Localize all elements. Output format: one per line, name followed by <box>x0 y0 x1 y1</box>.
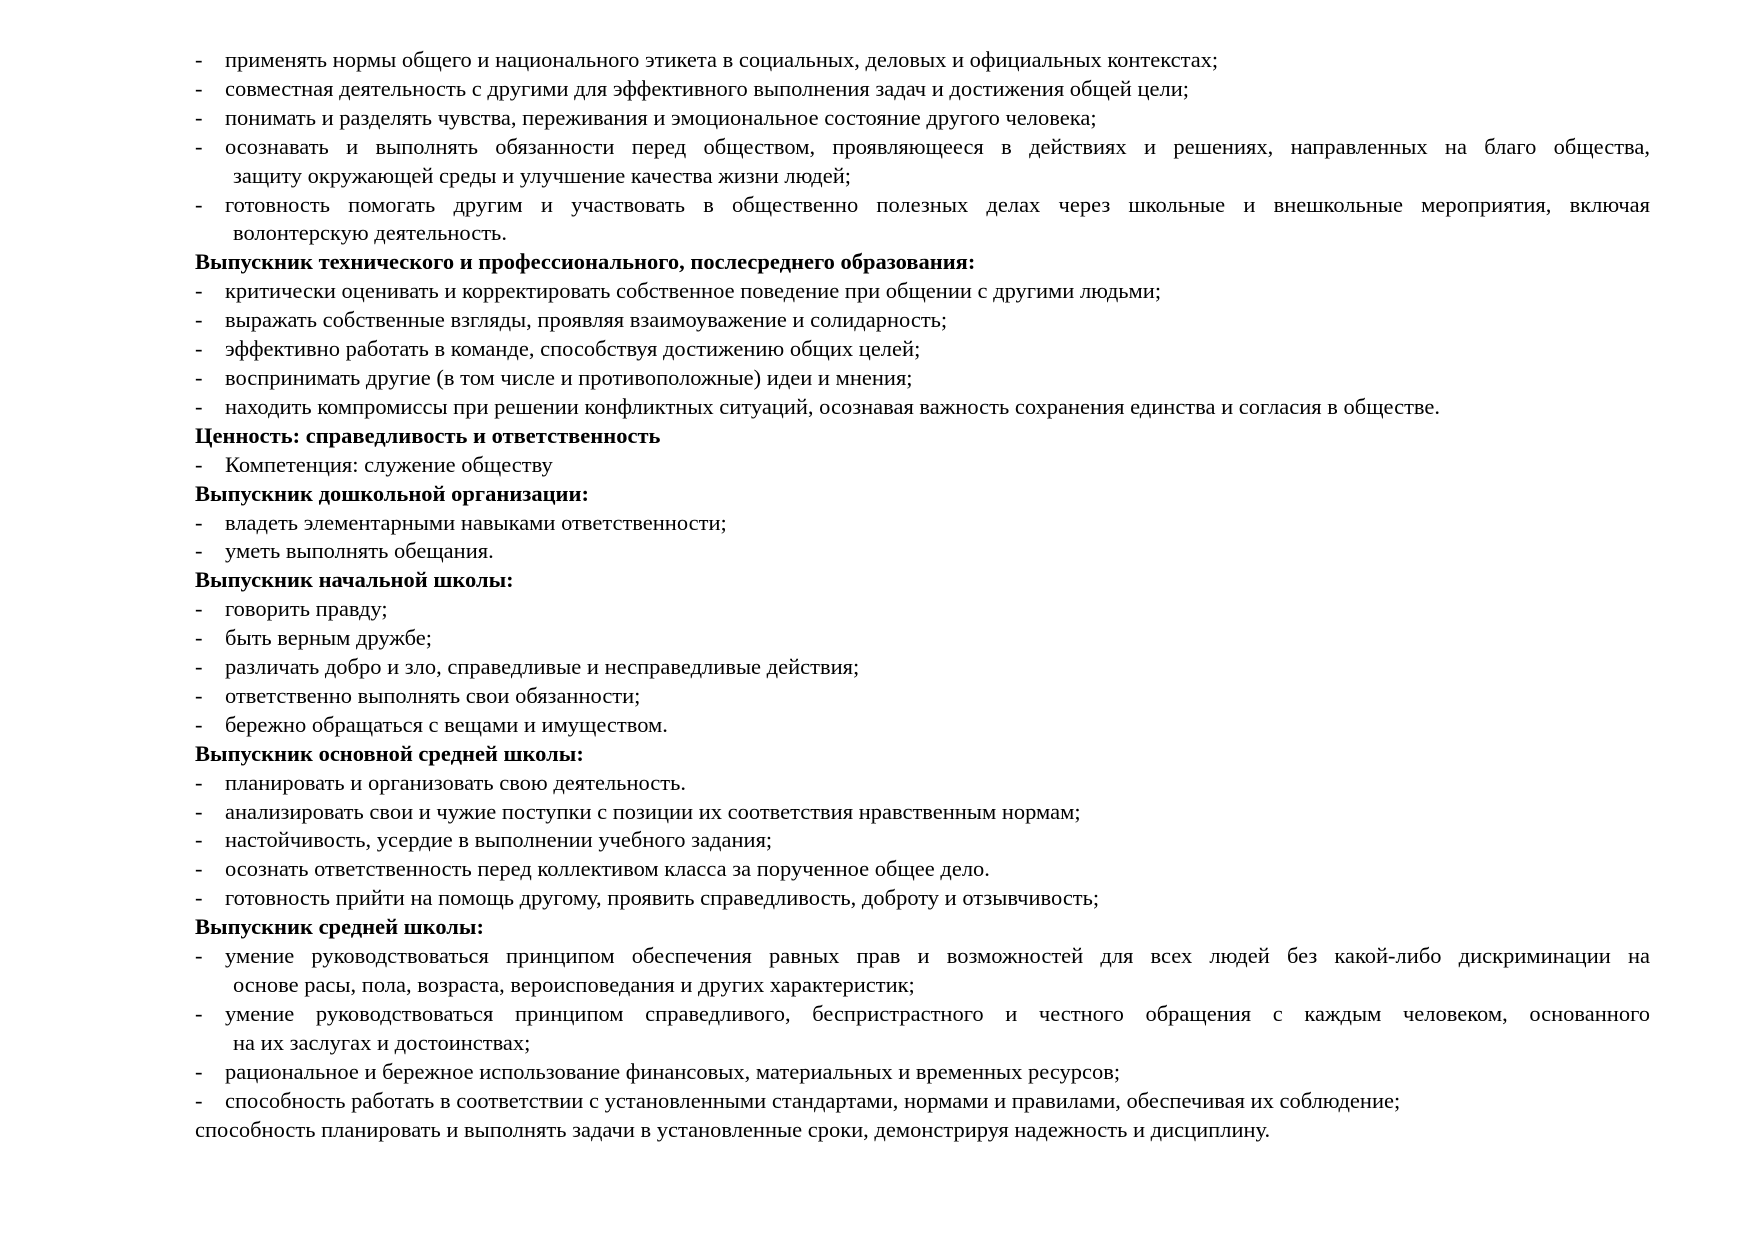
list-item <box>195 277 1650 306</box>
list-item-text-block <box>225 1087 1650 1116</box>
list-item-text: владеть элементарными навыками ответственности; <box>225 509 727 535</box>
bullet-dash: - <box>195 364 203 390</box>
list-item-text-block <box>225 451 1650 480</box>
list-item-text: уметь выполнять обещания. <box>225 538 494 564</box>
list-item-text: понимать и разделять чувства, переживания и эмоциональное состояние другого человека; <box>225 104 1097 130</box>
list-item <box>195 884 1650 913</box>
list-item <box>195 595 1650 624</box>
list-item-text-block <box>225 711 1650 740</box>
section-heading: Выпускник средней школы: <box>195 914 484 940</box>
list-item-text: осознать ответственность перед коллективом класса за порученное общее дело. <box>225 856 990 882</box>
bullet-dash: - <box>195 596 203 622</box>
list-item-text: воспринимать другие (в том числе и противоположные) идеи и мнения; <box>225 364 913 390</box>
bullet-dash: - <box>195 1087 203 1113</box>
list-item <box>195 942 1650 1000</box>
list-item-text-block <box>225 798 1650 827</box>
bullet-dash: - <box>195 827 203 853</box>
list-item-text-block <box>225 104 1650 133</box>
bullet-dash: - <box>195 856 203 882</box>
list-item-text-block <box>225 46 1650 75</box>
bullet-dash: - <box>195 943 203 969</box>
list-item-text: осознавать и выполнять обязанности перед обществом, проявляющееся в действиях и решениях, направленных на благо общества, <box>225 133 1650 159</box>
list-item <box>195 682 1650 711</box>
section-heading: Выпускник дошкольной организации: <box>195 480 589 506</box>
bullet-dash: - <box>195 393 203 419</box>
bullet-dash: - <box>195 1058 203 1084</box>
bullet-dash: - <box>195 1000 203 1026</box>
list-item-text: применять нормы общего и национального этикета в социальных, деловых и официальных контекстах; <box>225 47 1219 72</box>
list-item <box>195 711 1650 740</box>
bullet-dash: - <box>195 307 203 333</box>
list-item-text: ответственно выполнять свои обязанности; <box>225 682 641 708</box>
bullet-dash: - <box>195 451 203 477</box>
list-item-text-block <box>225 595 1650 624</box>
list-item-text-block <box>225 653 1650 682</box>
list-item-text-block <box>225 826 1650 855</box>
list-item-text-block <box>225 624 1650 653</box>
list-item <box>195 364 1650 393</box>
list-item-text: быть верным дружбе; <box>225 625 433 651</box>
list-item-text: эффективно работать в команде, способствуя достижению общих целей; <box>225 336 921 362</box>
list-item-text-block <box>225 509 1650 538</box>
list-item-text-block <box>225 537 1650 566</box>
list-item-text: способность работать в соответствии с установленными стандартами, нормами и правилами, обеспечивая их соблюдение; <box>225 1087 1401 1113</box>
list-item-text: совместная деятельность с другими для эффективного выполнения задач и достижения общей цели; <box>225 75 1190 101</box>
list-item <box>195 826 1650 855</box>
list-item-text: рациональное и бережное использование финансовых, материальных и временных ресурсов; <box>225 1058 1121 1084</box>
list-item <box>195 1087 1650 1116</box>
list-item <box>195 537 1650 566</box>
section-heading: Выпускник технического и профессионального, послесреднего образования: <box>195 249 976 275</box>
list-item-text-block <box>225 769 1650 798</box>
list-item-text: бережно обращаться с вещами и имуществом. <box>225 711 668 737</box>
list-item-text-block <box>225 335 1650 364</box>
list-item-text-block <box>225 855 1650 884</box>
list-item <box>195 133 1650 191</box>
bullet-dash: - <box>195 798 203 824</box>
list-item-text-block <box>225 393 1650 422</box>
list-item <box>195 451 1650 480</box>
list-item-text-block <box>225 884 1650 913</box>
section-heading: Выпускник основной средней школы: <box>195 740 584 766</box>
list-item-text-block <box>225 191 1650 249</box>
document-page <box>195 46 1650 1144</box>
list-item <box>195 46 1650 75</box>
bullet-dash: - <box>195 336 203 362</box>
list-item <box>195 855 1650 884</box>
list-item-continuation: защиту окружающей среды и улучшение качества жизни людей; <box>233 162 852 188</box>
list-item <box>195 191 1650 249</box>
list-item-text: настойчивость, усердие в выполнении учебного задания; <box>225 827 773 853</box>
paragraph-text: способность планировать и выполнять задачи в установленные сроки, демонстрируя надежность и дисциплину. <box>195 1116 1271 1142</box>
list-item <box>195 769 1650 798</box>
list-item <box>195 653 1650 682</box>
bullet-dash: - <box>195 885 203 911</box>
list-item-text-block <box>225 1058 1650 1087</box>
section-heading: Ценность: справедливость и ответственность <box>195 422 661 448</box>
bullet-dash: - <box>195 538 203 564</box>
bullet-dash: - <box>195 509 203 535</box>
list-item <box>195 335 1650 364</box>
list-item <box>195 104 1650 133</box>
list-item-text-block <box>225 1000 1650 1058</box>
bullet-dash: - <box>195 769 203 795</box>
list-item-text-block <box>225 277 1650 306</box>
list-item-text: критически оценивать и корректировать собственное поведение при общении с другими людьми; <box>225 278 1162 304</box>
list-item <box>195 1058 1650 1087</box>
bullet-dash: - <box>195 75 203 101</box>
list-item-text-block <box>225 364 1650 393</box>
bullet-dash: - <box>195 625 203 651</box>
list-item <box>195 306 1650 335</box>
list-item <box>195 798 1650 827</box>
list-item-text: готовность помогать другим и участвовать в общественно полезных делах через школьные и внешкольные мероприятия, включая <box>225 191 1650 217</box>
list-item-text-block <box>225 942 1650 1000</box>
list-item-text: умение руководствоваться принципом обеспечения равных прав и возможностей для всех людей без какой-либо дискриминации на <box>225 943 1650 969</box>
list-item-text: Компетенция: служение обществу <box>225 451 553 477</box>
list-item-text-block <box>225 75 1650 104</box>
bullet-dash: - <box>195 191 203 217</box>
list-item-text-block <box>225 306 1650 335</box>
list-item-continuation: основе расы, пола, возраста, вероисповедания и других характеристик; <box>233 972 915 997</box>
list-item <box>195 75 1650 104</box>
list-item <box>195 1000 1650 1058</box>
list-item <box>195 509 1650 538</box>
bullet-dash: - <box>195 278 203 304</box>
bullet-dash: - <box>195 47 203 72</box>
list-item <box>195 624 1650 653</box>
list-item-continuation: волонтерскую деятельность. <box>233 220 507 246</box>
list-item-text: анализировать свои и чужие поступки с позиции их соответствия нравственным нормам; <box>225 798 1081 824</box>
section-heading: Выпускник начальной школы: <box>195 567 514 593</box>
list-item-text: планировать и организовать свою деятельность. <box>225 769 686 795</box>
bullet-dash: - <box>195 133 203 159</box>
list-item-text: говорить правду; <box>225 596 388 622</box>
list-item-text: различать добро и зло, справедливые и несправедливые действия; <box>225 654 860 680</box>
list-item-text-block <box>225 682 1650 711</box>
list-item-text: находить компромиссы при решении конфликтных ситуаций, осознавая важность сохранения единства и согласия в обществе. <box>225 393 1441 419</box>
list-item-text: готовность прийти на помощь другому, проявить справедливость, доброту и отзывчивость; <box>225 885 1100 911</box>
list-item-continuation: на их заслугах и достоинствах; <box>233 1029 531 1055</box>
bullet-dash: - <box>195 682 203 708</box>
bullet-dash: - <box>195 104 203 130</box>
list-item <box>195 393 1650 422</box>
list-item-text-block <box>225 133 1650 191</box>
bullet-dash: - <box>195 654 203 680</box>
list-item-text: умение руководствоваться принципом справедливого, беспристрастного и честного обращения с каждым человеком, основанного <box>225 1000 1650 1026</box>
list-item-text: выражать собственные взгляды, проявляя взаимоуважение и солидарность; <box>225 307 948 333</box>
bullet-dash: - <box>195 711 203 737</box>
